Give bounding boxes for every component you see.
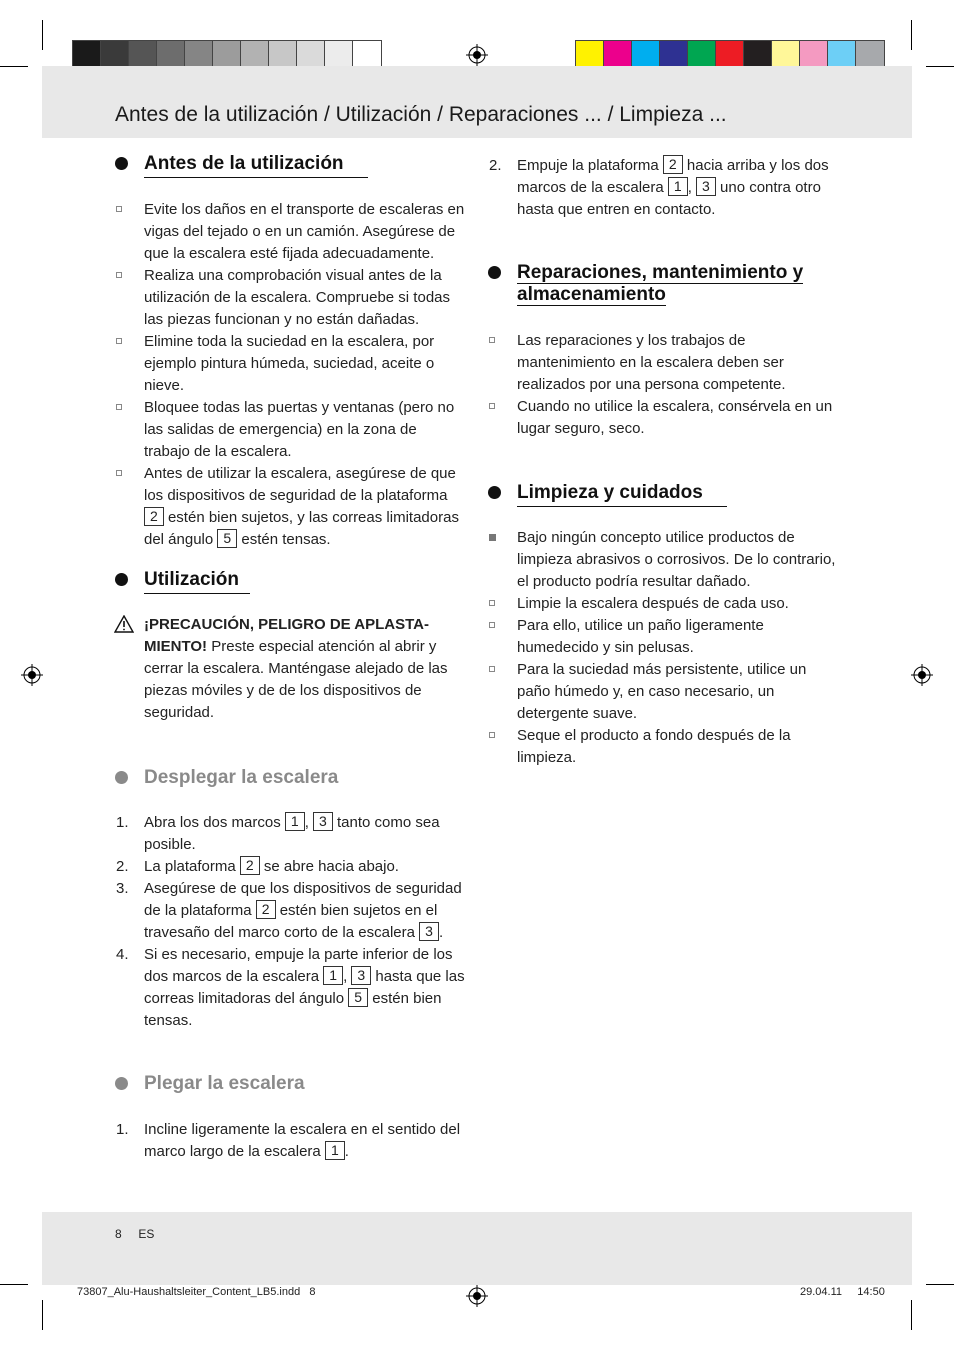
color-swatch xyxy=(269,41,297,68)
part-number-box: 2 xyxy=(663,155,683,174)
color-swatch xyxy=(157,41,185,68)
list-item: Cuando no utilice la escalera, consérvela en un lugar seguro, seco. xyxy=(517,396,842,440)
registration-mark-icon xyxy=(466,1285,488,1307)
part-number-box: 3 xyxy=(313,812,333,831)
header-band xyxy=(42,66,912,138)
part-number-box: 3 xyxy=(419,922,439,941)
part-number-box: 2 xyxy=(256,900,276,919)
gray-scale-bar xyxy=(72,40,382,69)
list-item: Para ello, utilice un paño ligeramente humedecido y sin pelusas. xyxy=(517,615,842,659)
part-number-box: 5 xyxy=(217,529,237,548)
section-heading-plegar: Plegar la escalera xyxy=(144,1073,305,1095)
color-swatch xyxy=(856,41,884,68)
list-item: Bajo ningún concepto utilice productos de limpieza abrasivos o corrosivos. De lo contrario, el producto podría resultar dañado. xyxy=(517,527,842,593)
crop-mark xyxy=(911,20,912,50)
part-number-box: 1 xyxy=(285,812,305,831)
warning-text: Preste especial atención al abrir y cerrar la escalera. Manténgase alejado de las piezas móviles y de de los dispositivos de seguridad. xyxy=(144,638,448,721)
list-item: Realiza una comprobación visual antes de la utilización de la escalera. Compruebe si todas las piezas funcionan y no están dañadas. xyxy=(144,265,466,331)
bullet-dot-icon xyxy=(115,573,128,586)
part-number-box: 1 xyxy=(668,177,688,196)
list-item: Las reparaciones y los trabajos de mantenimiento en la escalera deben ser realizados por una persona competente. xyxy=(517,330,842,396)
list-item: 2. Empuje la plataforma 2 hacia arriba y los dos marcos de la escalera 1 , 3 uno contra otro hasta que entren en contacto. xyxy=(489,156,829,218)
checkbox-bullet-icon xyxy=(489,403,495,409)
color-swatch xyxy=(101,41,129,68)
plegar-steps-continued xyxy=(489,155,842,221)
crop-mark xyxy=(0,66,28,67)
part-number-box: 1 xyxy=(325,1141,345,1160)
page-title: Antes de la utilización / Utilización / Reparaciones ... / Limpieza ... xyxy=(115,103,727,126)
part-number-box: 3 xyxy=(351,966,371,985)
limpieza-list xyxy=(517,527,842,769)
list-item: 1. Abra los dos marcos 1 , 3 tanto como sea posible. xyxy=(116,813,440,853)
checkbox-bullet-icon xyxy=(116,470,122,476)
section-heading-antes: Antes de la utilización xyxy=(144,153,368,178)
color-swatch xyxy=(241,41,269,68)
color-swatch xyxy=(353,41,381,68)
print-date-time: 29.04.11 14:50 xyxy=(800,1286,885,1298)
color-swatch xyxy=(604,41,632,68)
registration-mark-icon xyxy=(466,44,488,66)
color-swatch xyxy=(828,41,856,68)
desplegar-steps xyxy=(116,812,466,1032)
section-heading-reparaciones: Reparaciones, mantenimiento y almacenamiento xyxy=(517,262,847,306)
warning-block xyxy=(144,614,466,724)
color-swatch xyxy=(213,41,241,68)
bullet-dot-icon xyxy=(488,486,501,499)
checkbox-bullet-icon xyxy=(489,622,495,628)
list-item: Seque el producto a fondo después de la limpieza. xyxy=(517,725,842,769)
list-item: Bloquee todas las puertas y ventanas (pero no las salidas de emergencia) en la zona de trabajo de la escalera. xyxy=(144,397,466,463)
color-swatch xyxy=(129,41,157,68)
plegar-steps xyxy=(116,1119,466,1163)
color-swatch xyxy=(325,41,353,68)
part-number-box: 1 xyxy=(323,966,343,985)
color-swatch xyxy=(660,41,688,68)
warning-title: ¡PRECAUCIÓN, PELIGRO DE APLASTA-MIENTO! xyxy=(144,616,430,655)
crop-mark xyxy=(926,66,954,67)
process-color-bar xyxy=(575,40,885,69)
crop-mark xyxy=(42,1300,43,1330)
checkbox-bullet-icon xyxy=(489,600,495,606)
crop-mark xyxy=(911,1300,912,1330)
part-number-box: 5 xyxy=(348,988,368,1007)
part-number-box: 2 xyxy=(144,507,164,526)
reparaciones-list xyxy=(517,330,842,440)
section-heading-desplegar: Desplegar la escalera xyxy=(144,767,338,789)
bullet-dot-icon xyxy=(115,1077,128,1090)
checkbox-bullet-icon xyxy=(489,666,495,672)
color-swatch xyxy=(772,41,800,68)
filled-square-bullet-icon xyxy=(489,534,496,541)
antes-list xyxy=(144,199,466,551)
color-swatch xyxy=(632,41,660,68)
checkbox-bullet-icon xyxy=(116,338,122,344)
section-heading-limpieza: Limpieza y cuidados xyxy=(517,482,727,507)
list-item: Elimine toda la suciedad en la escalera, por ejemplo pintura húmeda, suciedad, aceite o nieve. xyxy=(144,331,466,397)
list-item: Para la suciedad más persistente, utilice un paño húmedo y, en caso necesario, un detergente suave. xyxy=(517,659,842,725)
checkbox-bullet-icon xyxy=(489,732,495,738)
checkbox-bullet-icon xyxy=(489,337,495,343)
crop-mark xyxy=(926,1284,954,1285)
color-swatch xyxy=(576,41,604,68)
part-number-box: 3 xyxy=(696,177,716,196)
list-item: 4. Si es necesario, empuje la parte inferior de los dos marcos de la escalera 1 , 3 hasta que las correas limitadoras del ángulo 5 estén bien tensas. xyxy=(116,946,465,1029)
color-swatch xyxy=(185,41,213,68)
bullet-dot-icon xyxy=(488,266,501,279)
list-item: Limpie la escalera después de cada uso. xyxy=(517,593,842,615)
color-swatch xyxy=(73,41,101,68)
page-number: 8 ES xyxy=(115,1227,155,1241)
color-swatch xyxy=(688,41,716,68)
checkbox-bullet-icon xyxy=(116,206,122,212)
list-item: 2. La plataforma 2 se abre hacia abajo. xyxy=(116,857,399,875)
color-swatch xyxy=(716,41,744,68)
registration-mark-icon xyxy=(21,664,43,686)
registration-mark-icon xyxy=(911,664,933,686)
part-number-box: 2 xyxy=(240,856,260,875)
list-item: 1. Incline ligeramente la escalera en el sentido del marco largo de la escalera 1 . xyxy=(116,1121,461,1160)
color-swatch xyxy=(297,41,325,68)
color-swatch xyxy=(744,41,772,68)
footer-band xyxy=(42,1212,912,1285)
print-file-info: 73807_Alu-Haushaltsleiter_Content_LB5.indd 8 xyxy=(77,1286,316,1298)
list-item: 3. Asegúrese de que los dispositivos de seguridad de la plataforma 2 estén bien sujetos en el travesaño del marco corto de la escalera 3 . xyxy=(116,880,462,941)
list-item: Evite los daños en el transporte de escaleras en vigas del tejado o en un camión. Asegúrese de que la escalera esté fijada adecuadamente. xyxy=(144,199,466,265)
color-swatch xyxy=(800,41,828,68)
section-heading-utilizacion: Utilización xyxy=(144,569,250,594)
checkbox-bullet-icon xyxy=(116,272,122,278)
warning-triangle-icon xyxy=(114,615,134,633)
crop-mark xyxy=(0,1284,28,1285)
bullet-dot-icon xyxy=(115,771,128,784)
crop-mark xyxy=(42,20,43,50)
list-item: Antes de utilizar la escalera, asegúrese de que los dispositivos de seguridad de la plataforma 2 estén bien sujetos, y las correas limitadoras del ángulo 5 estén tensas. xyxy=(144,463,466,551)
bullet-dot-icon xyxy=(115,157,128,170)
checkbox-bullet-icon xyxy=(116,404,122,410)
